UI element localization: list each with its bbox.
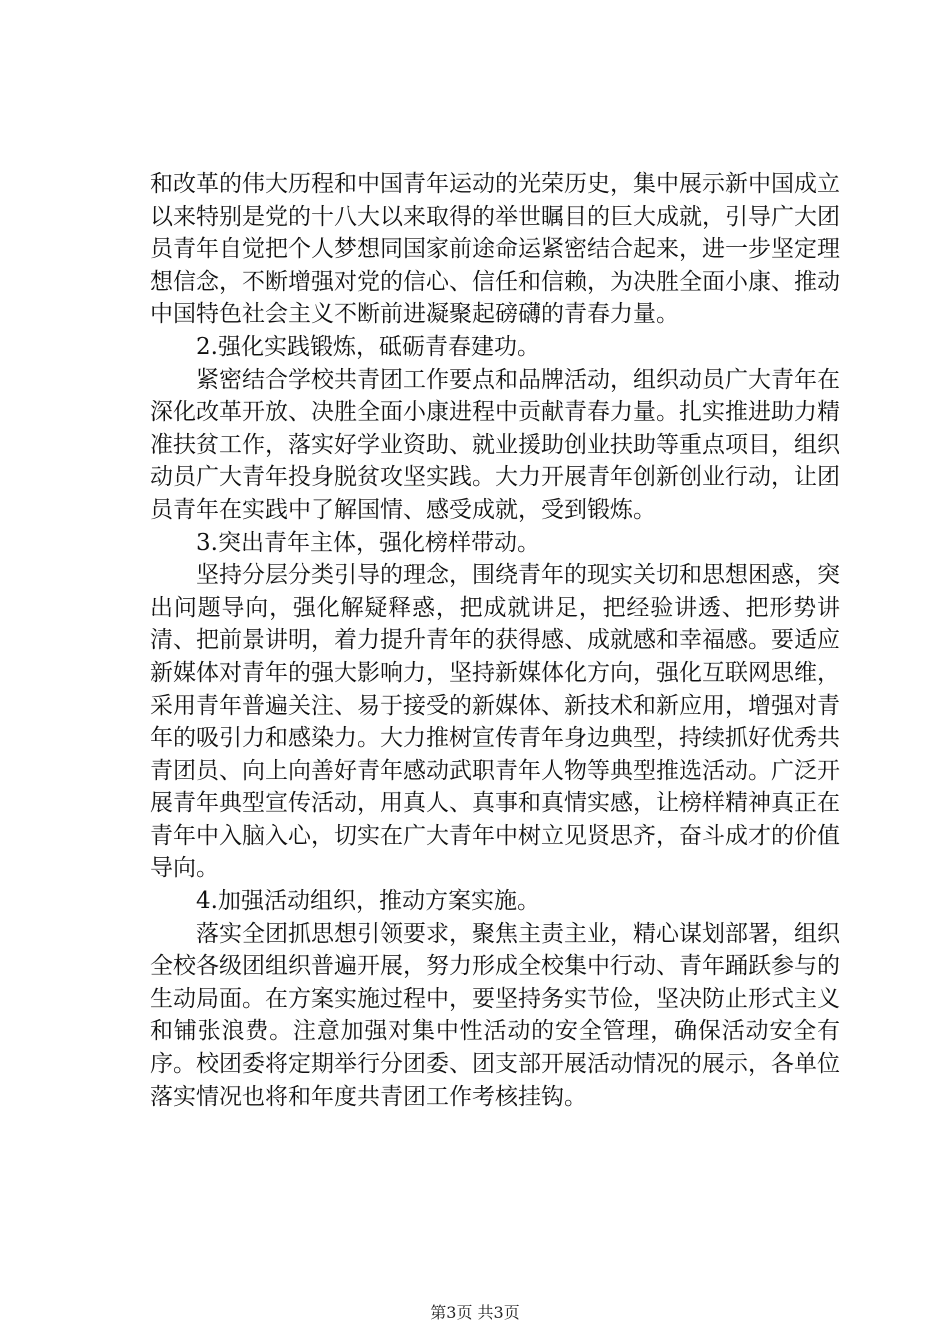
document-body [150,168,840,1113]
paragraph-role-models: 坚持分层分类引导的理念，围绕青年的现实关切和思想困惑，突出问题导向，强化解疑释惑，把成就讲足，把经验讲透、把形势讲清、把前景讲明，着力提升青年的获得感、成就感和幸福感。要适应新媒体对青年的强大影响力，坚持新媒体化方向，强化互联网思维，采用青年普遍关注、易于接受的新媒体、新技术和新应用，增强对青年的吸引力和感染力。大力推树宣传青年身边典型，持续抓好优秀共青团员、向上向善好青年感动武职青年人物等典型推选活动。广泛开展青年典型宣传活动，用真人、真事和真情实感，让榜样精神真正在青年中入脑入心，切实在广大青年中树立见贤思齐，奋斗成才的价值导向。 [150,562,840,882]
section-heading-3: 3.突出青年主体，强化榜样带动。 [196,529,540,556]
paragraph-implementation: 落实全团抓思想引领要求，聚焦主责主业，精心谋划部署，组织全校各级团组织普遍开展，努力形成全校集中行动、青年踊跃参与的生动局面。在方案实施过程中，要坚持务实节俭，坚决防止形式主义和铺张浪费。注意加强对集中性活动的安全管理，确保活动安全有序。校团委将定期举行分团委、团支部开展活动情况的展示，各单位落实情况也将和年度共青团工作考核挂钩。 [150,920,840,1110]
section-heading-2: 2.强化实践锻炼，砥砺青春建功。 [196,333,540,360]
section-heading-4: 4.加强活动组织，推动方案实施。 [196,888,540,915]
paragraph-practice: 紧密结合学校共青团工作要点和品牌活动，组织动员广大青年在深化改革开放、决胜全面小康进程中贡献青春力量。扎实推进助力精准扶贫工作，落实好学业资助、就业援助创业扶助等重点项目，组织动员广大青年投身脱贫攻坚实践。大力开展青年创新创业行动，让团员青年在实践中了解国情、感受成就，受到锻炼。 [150,366,840,523]
page-number-footer: 第3页 共3页 [430,1303,520,1322]
paragraph-continued: 和改革的伟大历程和中国青年运动的光荣历史，集中展示新中国成立以来特别是党的十八大以来取得的举世瞩目的巨大成就，引导广大团员青年自觉把个人梦想同国家前途命运紧密结合起来，进一步坚定理想信念，不断增强对党的信心、信任和信赖，为决胜全面小康、推动中国特色社会主义不断前进凝聚起磅礴的青春力量。 [150,171,840,328]
